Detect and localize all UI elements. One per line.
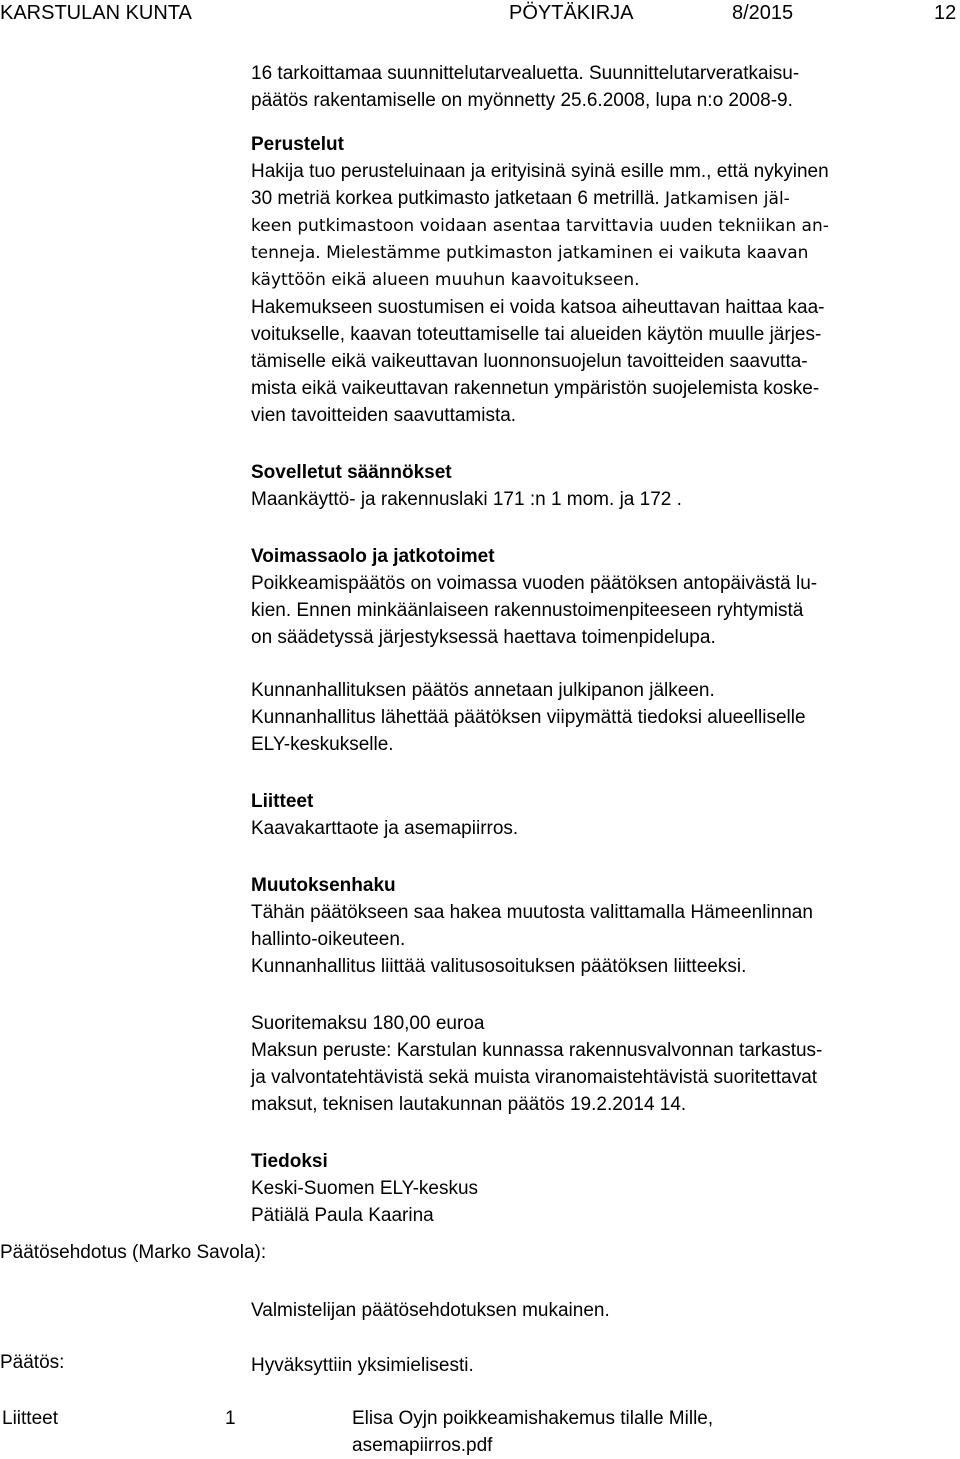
decision-text: Hyväksyttiin yksimielisesti. [251, 1355, 474, 1376]
body-line: keen putkimastoon voidaan asentaa tarvittavia uuden tekniikan an- [251, 216, 829, 236]
intro-line: 16 tarkoittamaa suunnittelutarvealuetta. Suunnittelutarveratkaisu- [251, 63, 800, 84]
section-heading-liitteet: Liitteet [251, 791, 314, 812]
body-line: Hakemukseen suostumisen ei voida katsoa aiheuttavan haittaa kaa- [251, 297, 825, 318]
attachment-link[interactable]: Elisa Oyjn poikkeamishakemus tilalle Mille, [352, 1408, 714, 1429]
body-line: tenneja. Mielestämme putkimaston jatkaminen ei vaikuta kaavan [251, 243, 809, 263]
body-line: Kunnanhallituksen päätös annetaan julkipanon jälkeen. [251, 680, 715, 701]
body-line: hallinto-oikeuteen. [251, 929, 406, 950]
issue-number: 8/2015 [732, 2, 794, 24]
body-line: mista eikä vaikeuttavan rakennetun ympäristön suojelemista koske- [251, 378, 820, 399]
page-header [0, 2, 960, 32]
body-line: maksut, teknisen lautakunnan päätös 19.2.2014 14. [251, 1094, 687, 1115]
proposal-text: Valmistelijan päätösehdotuksen mukainen. [251, 1300, 610, 1321]
section-heading-perustelut: Perustelut [251, 134, 344, 155]
body-line: Kunnanhallitus lähettää päätöksen viipymättä tiedoksi alueelliselle [251, 707, 806, 728]
body-line: Kunnanhallitus liittää valitusosoituksen päätöksen liitteeksi. [251, 956, 747, 977]
body-line: on säädetyssä järjestyksessä haettava toimenpidelupa. [251, 627, 716, 648]
organization-name: KARSTULAN KUNTA [0, 2, 192, 24]
attachment-link[interactable]: asemapiirros.pdf [352, 1435, 493, 1456]
body-line: Tähän päätökseen saa hakea muutosta valittamalla Hämeenlinnan [251, 902, 813, 923]
proposal-label: Päätösehdotus (Marko Savola): [0, 1242, 267, 1263]
body-line: käyttöön eikä alueen muuhun kaavoitukseen. [251, 270, 640, 290]
intro-line: päätös rakentamiselle on myönnetty 25.6.2008, lupa n:o 2008-9. [251, 90, 793, 111]
body-line: Maankäyttö- ja rakennuslaki 171 :n 1 mom. ja 172 . [251, 489, 682, 510]
attachment-number: 1 [225, 1408, 236, 1429]
body-line: voitukselle, kaavan toteuttamiselle tai alueiden käytön muulle järjes- [251, 324, 822, 345]
body-text: Jatkamisen jäl- [664, 189, 790, 209]
body-line: Pätiälä Paula Kaarina [251, 1205, 434, 1226]
body-line: Kaavakarttaote ja asemapiirros. [251, 818, 519, 839]
attachments-label: Liitteet [2, 1408, 58, 1429]
body-line: Suoritemaksu 180,00 euroa [251, 1013, 485, 1034]
section-heading-sovelletut: Sovelletut säännökset [251, 462, 452, 483]
section-heading-tiedoksi: Tiedoksi [251, 1151, 328, 1172]
body-line: kien. Ennen minkäänlaiseen rakennustoimenpiteeseen ryhtymistä [251, 600, 804, 621]
body-text: 30 metriä korkea putkimasto jatketaan 6 metrillä. [251, 188, 660, 209]
section-heading-muutoksenhaku: Muutoksenhaku [251, 875, 396, 896]
body-line [251, 185, 957, 213]
body-line: vien tavoitteiden saavuttamista. [251, 405, 517, 426]
page-number: 12 [934, 2, 957, 24]
decision-label: Päätös: [0, 1352, 65, 1373]
body-line: ja valvontatehtävistä sekä muista viranomaistehtävistä suoritettavat [251, 1067, 818, 1088]
body-line: Keski-Suomen ELY-keskus [251, 1178, 479, 1199]
document-type: PÖYTÄKIRJA [509, 2, 634, 24]
body-line: Hakija tuo perusteluinaan ja erityisinä syinä esille mm., että nykyinen [251, 161, 829, 182]
body-line: ELY-keskukselle. [251, 734, 394, 755]
body-line: tämiselle eikä vaikeuttavan luonnonsuojelun tavoitteiden saavutta- [251, 351, 808, 372]
body-line: Poikkeamispäätös on voimassa vuoden päätöksen antopäivästä lu- [251, 573, 818, 594]
document-body [251, 60, 957, 1229]
section-heading-voimassaolo: Voimassaolo ja jatkotoimet [251, 546, 495, 567]
body-line: Maksun peruste: Karstulan kunnassa rakennusvalvonnan tarkastus- [251, 1040, 823, 1061]
